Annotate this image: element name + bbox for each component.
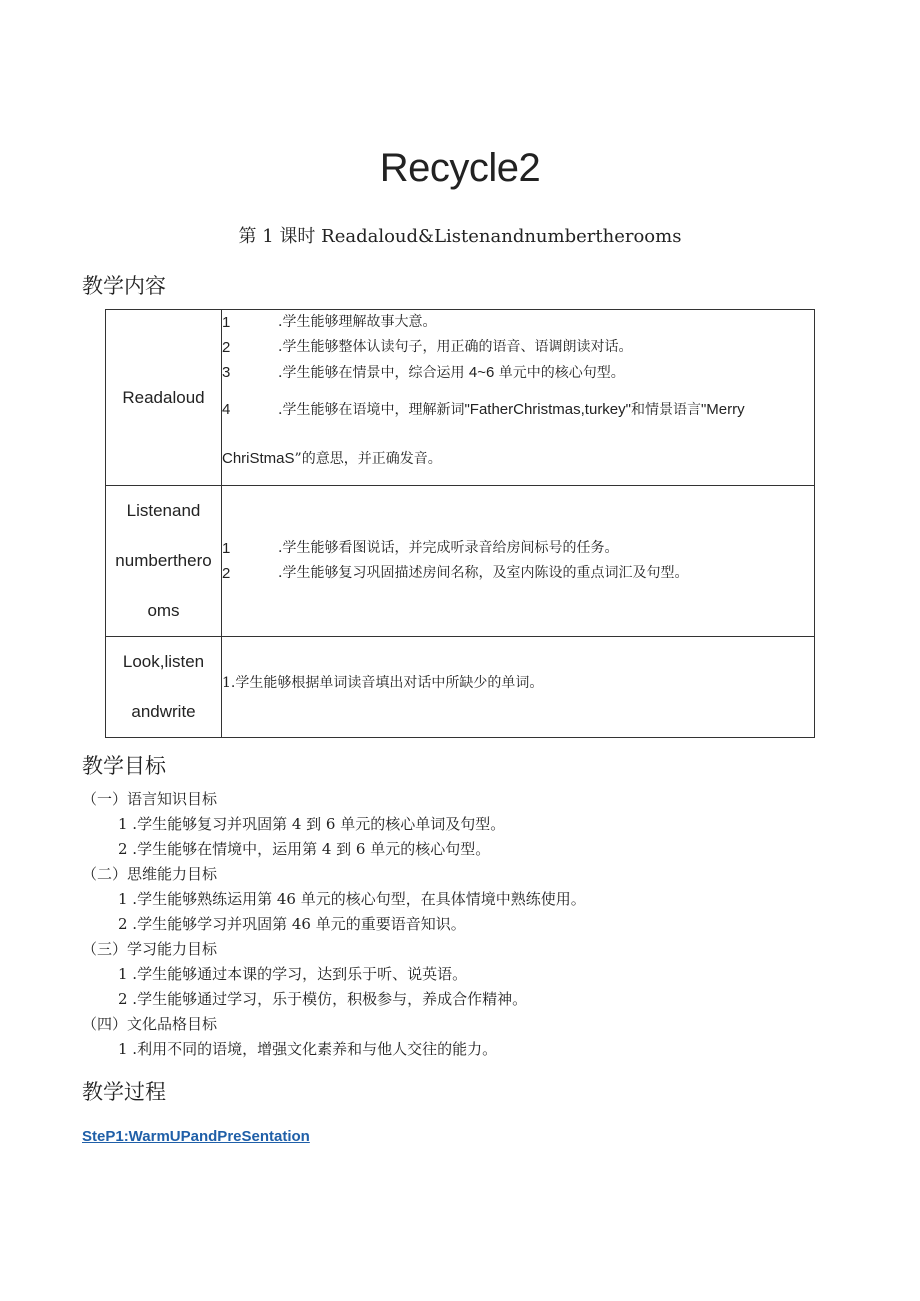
row-label-listen: Listenand numberthero oms bbox=[106, 486, 222, 637]
goal-section-title: （四）文化品格目标 bbox=[82, 1015, 218, 1033]
row-items bbox=[222, 310, 815, 486]
page-title: Recycle2 bbox=[379, 146, 541, 190]
list-item: 3 .学生能够在情景中，综合运用 4~6 单元中的核心句型。 bbox=[222, 364, 625, 381]
goal-section-title: （三）学习能力目标 bbox=[82, 940, 218, 958]
goal-item: 1 .学生能够熟练运用第 46 单元的核心句型，在具体情境中熟练使用。 bbox=[118, 890, 586, 908]
goals-list bbox=[82, 787, 586, 1062]
table-row bbox=[106, 637, 815, 738]
row-label-readaloud: Readaloud bbox=[106, 310, 222, 486]
goal-item: 1 .学生能够复习并巩固第 4 到 6 单元的核心单词及句型。 bbox=[118, 815, 506, 833]
row-label-look: Look,listen andwrite bbox=[106, 637, 222, 738]
goal-item: 1 .利用不同的语境，增强文化素养和与他人交往的能力。 bbox=[118, 1040, 498, 1058]
list-item: 2 .学生能够整体认读句子，用正确的语音、语调朗读对话。 bbox=[222, 339, 633, 356]
list-item: 1 .学生能够理解故事大意。 bbox=[222, 314, 437, 331]
list-item: 1.学生能够根据单词读音填出对话中所缺少的单词。 bbox=[222, 674, 544, 691]
table-row bbox=[106, 310, 815, 486]
row-items bbox=[222, 637, 815, 738]
table-row bbox=[106, 486, 815, 637]
section-heading-process: 教学过程 bbox=[82, 1080, 166, 1104]
step1-link[interactable]: SteP1:WarmUPandPreSentation bbox=[82, 1128, 310, 1145]
goal-section-title: （一）语言知识目标 bbox=[82, 790, 218, 808]
section-heading-content: 教学内容 bbox=[82, 274, 166, 298]
list-item: 4 .学生能够在语境中，理解新词"FatherChristmas,turkey"和情景语言"Merry bbox=[222, 401, 745, 418]
list-item: ChriStmaS”的意思，并正确发音。 bbox=[222, 450, 442, 467]
page-subtitle: 第 1 课时 Readaloud&Listenandnumbertherooms bbox=[238, 226, 682, 247]
goal-item: 1 .学生能够通过本课的学习，达到乐于听、说英语。 bbox=[118, 965, 468, 983]
section-heading-goals: 教学目标 bbox=[82, 754, 166, 778]
goal-section-title: （二）思维能力目标 bbox=[82, 865, 218, 883]
row-items bbox=[222, 486, 815, 637]
goal-item: 2 .学生能够在情境中，运用第 4 到 6 单元的核心句型。 bbox=[118, 840, 491, 858]
list-item: 2 .学生能够复习巩固描述房间名称，及室内陈设的重点词汇及句型。 bbox=[222, 565, 689, 582]
list-item: 1 .学生能够看图说话，并完成听录音给房间标号的任务。 bbox=[222, 540, 619, 557]
goal-item: 2 .学生能够通过学习，乐于模仿，积极参与，养成合作精神。 bbox=[118, 990, 528, 1008]
goal-item: 2 .学生能够学习并巩固第 46 单元的重要语音知识。 bbox=[118, 915, 466, 933]
content-table bbox=[105, 309, 815, 738]
